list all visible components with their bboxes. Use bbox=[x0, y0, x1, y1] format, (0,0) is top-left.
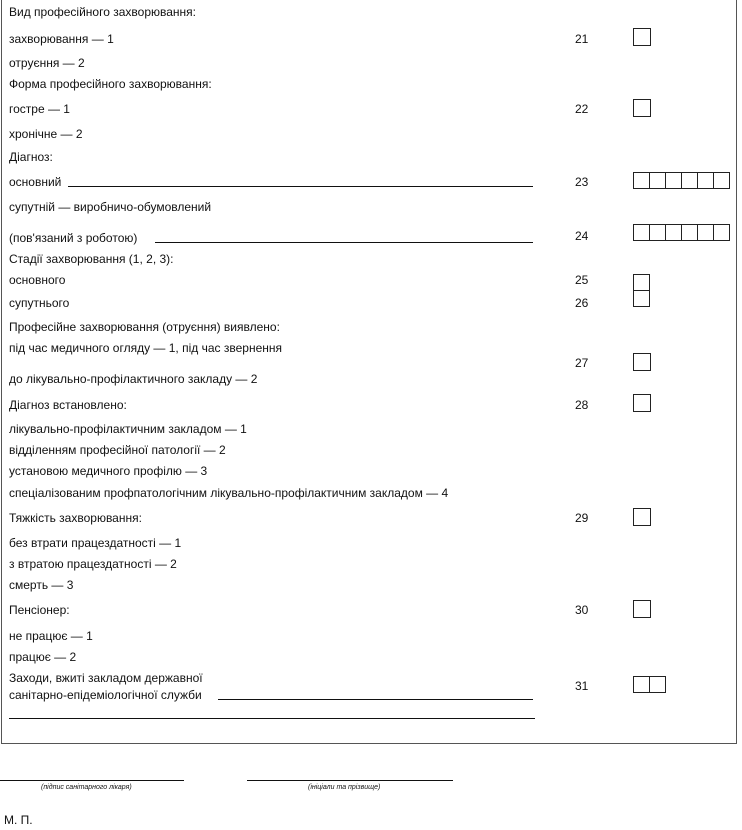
code-cell[interactable] bbox=[633, 172, 650, 189]
q21-title: Вид професійного захворювання: bbox=[9, 5, 196, 19]
q30-number: 30 bbox=[575, 603, 589, 617]
code-cell[interactable] bbox=[713, 172, 730, 189]
stamp-place: М. П. bbox=[4, 813, 33, 827]
code-cell[interactable] bbox=[633, 676, 650, 693]
q31-input-line-1[interactable] bbox=[218, 699, 533, 700]
q21-option-1: захворювання — 1 bbox=[9, 32, 114, 46]
stages-title: Стадії захворювання (1, 2, 3): bbox=[9, 252, 174, 266]
code-cell[interactable] bbox=[681, 172, 698, 189]
q30-checkbox[interactable] bbox=[633, 600, 651, 618]
stage-secondary-number: 26 bbox=[575, 296, 589, 310]
stage-secondary-label: супутнього bbox=[9, 296, 70, 310]
q29-number: 29 bbox=[575, 511, 589, 525]
q21-option-2: отруєння — 2 bbox=[9, 56, 85, 70]
doctor-signature-caption: (підпис санітарного лікаря) bbox=[41, 784, 132, 791]
stage-main-number: 25 bbox=[575, 273, 589, 287]
q29-title: Тяжкість захворювання: bbox=[9, 511, 142, 525]
q30-option-1: не працює — 1 bbox=[9, 629, 93, 643]
q28-option-4: спеціалізованим профпатологічним лікувально-профілактичним закладом — 4 bbox=[9, 486, 449, 500]
code-cell[interactable] bbox=[649, 224, 666, 241]
q31-code-cells[interactable] bbox=[633, 676, 665, 693]
code-cell[interactable] bbox=[633, 224, 650, 241]
q29-option-3: смерть — 3 bbox=[9, 578, 74, 592]
q22-title: Форма професійного захворювання: bbox=[9, 77, 212, 91]
name-signature-line[interactable] bbox=[247, 780, 453, 781]
q30-title: Пенсіонер: bbox=[9, 603, 70, 617]
code-cell[interactable] bbox=[649, 676, 666, 693]
q22-option-1: гостре — 1 bbox=[9, 102, 70, 116]
q27-line-1: під час медичного огляду — 1, під час звернення bbox=[9, 341, 282, 355]
q29-option-1: без втрати працездатності — 1 bbox=[9, 536, 182, 550]
code-cell[interactable] bbox=[713, 224, 730, 241]
diagnosis-main-input-line[interactable] bbox=[68, 186, 533, 187]
q28-option-2: відділенням професійної патології — 2 bbox=[9, 443, 226, 457]
diagnosis-secondary-label-1: супутній — виробничо-обумовлений bbox=[9, 200, 212, 214]
diagnosis-secondary-input-line[interactable] bbox=[155, 242, 533, 243]
q27-checkbox[interactable] bbox=[633, 353, 651, 371]
code-cell[interactable] bbox=[649, 172, 666, 189]
q28-option-3: установою медичного профілю — 3 bbox=[9, 464, 208, 478]
diagnosis-title: Діагноз: bbox=[9, 150, 53, 164]
stage-secondary-box[interactable] bbox=[633, 290, 650, 307]
q30-option-2: працює — 2 bbox=[9, 650, 77, 664]
q21-number: 21 bbox=[575, 32, 589, 46]
q22-checkbox[interactable] bbox=[633, 99, 651, 117]
q29-option-2: з втратою працездатності — 2 bbox=[9, 557, 177, 571]
code-cell[interactable] bbox=[665, 224, 682, 241]
diagnosis-secondary-number: 24 bbox=[575, 229, 589, 243]
diagnosis-main-code-cells[interactable] bbox=[633, 172, 729, 189]
name-signature-caption: (ініціали та прізвище) bbox=[308, 784, 381, 791]
diagnosis-main-number: 23 bbox=[575, 175, 589, 189]
q27-number: 27 bbox=[575, 356, 589, 370]
q29-checkbox[interactable] bbox=[633, 508, 651, 526]
q28-title: Діагноз встановлено: bbox=[9, 398, 127, 412]
code-cell[interactable] bbox=[697, 172, 714, 189]
diagnosis-main-label: основний bbox=[9, 175, 62, 189]
code-cell[interactable] bbox=[665, 172, 682, 189]
doctor-signature-line[interactable] bbox=[0, 780, 184, 781]
code-cell[interactable] bbox=[681, 224, 698, 241]
q21-checkbox[interactable] bbox=[633, 28, 651, 46]
q28-checkbox[interactable] bbox=[633, 394, 651, 412]
stage-main-box[interactable] bbox=[633, 274, 650, 291]
q31-input-line-2[interactable] bbox=[9, 718, 535, 719]
q22-option-2: хронічне — 2 bbox=[9, 127, 83, 141]
q27-line-2: до лікувально-профілактичного закладу — 2 bbox=[9, 372, 258, 386]
diagnosis-secondary-label-2: (пов'язаний з роботою) bbox=[9, 231, 138, 245]
q31-number: 31 bbox=[575, 679, 589, 693]
code-cell[interactable] bbox=[697, 224, 714, 241]
q31-line-1: Заходи, вжиті закладом державної bbox=[9, 671, 203, 685]
stage-main-label: основного bbox=[9, 273, 66, 287]
q28-option-1: лікувально-профілактичним закладом — 1 bbox=[9, 422, 247, 436]
q28-number: 28 bbox=[575, 398, 589, 412]
q27-title: Професійне захворювання (отруєння) виявлено: bbox=[9, 320, 280, 334]
diagnosis-secondary-code-cells[interactable] bbox=[633, 224, 729, 241]
q31-line-2: санітарно-епідеміологічної служби bbox=[9, 688, 202, 702]
q22-number: 22 bbox=[575, 102, 589, 116]
